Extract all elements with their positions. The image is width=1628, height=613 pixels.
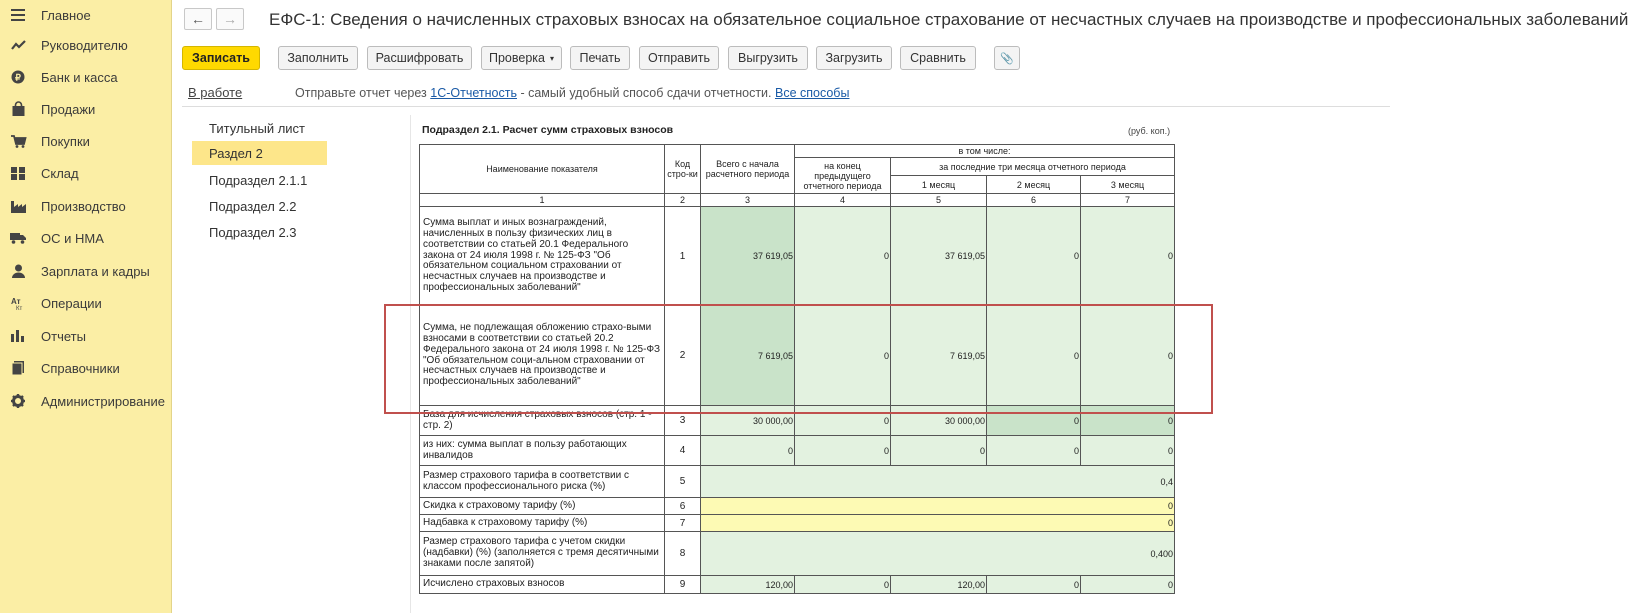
divider <box>182 106 1390 107</box>
header-m2: 2 месяц <box>987 176 1081 194</box>
sidebar-item-label: Продажи <box>41 101 96 117</box>
cell-m1[interactable]: 30 000,00 <box>891 406 987 436</box>
sidebar-item-label: Справочники <box>41 360 120 376</box>
page-title: ЕФС-1: Сведения о начисленных страховых взносах на обязательное социальное страхование от несчастных случаев на производстве и профессиональных заболеваний <box>269 10 1628 29</box>
bar-chart-icon <box>10 328 26 344</box>
truck-icon <box>10 230 26 246</box>
table-row <box>420 576 1175 594</box>
sidebar-item-salary[interactable] <box>0 256 172 286</box>
gear-icon <box>10 393 26 409</box>
sidebar-item-admin[interactable] <box>0 386 172 416</box>
cell-m3[interactable]: 0 <box>1081 306 1175 406</box>
cart-icon <box>10 133 26 149</box>
cell-m2[interactable]: 0 <box>987 576 1081 594</box>
back-button[interactable] <box>184 8 212 30</box>
person-icon <box>10 263 26 279</box>
row-name: Размер страхового тарифа в соответствии с классом профессионального риска (%) <box>420 466 665 498</box>
info-message <box>295 86 849 100</box>
sidebar-item-manager[interactable] <box>0 30 172 60</box>
cell-total[interactable]: 37 619,05 <box>701 207 795 306</box>
cell-total[interactable]: 7 619,05 <box>701 306 795 406</box>
row-code: 2 <box>665 306 701 406</box>
cell-m1[interactable]: 0 <box>891 436 987 466</box>
report-document <box>410 115 1390 613</box>
check-dropdown-button[interactable] <box>481 46 562 70</box>
colnum: 7 <box>1081 194 1175 207</box>
row-name: Сумма, не подлежащая обложению страхо-выми взносами в соответствии со статьей 20.2 Федерального закона от 24 июля 1998 г. № 125-ФЗ "Об обязательном соци-альном страховании от несчастных случаев на производстве и профессиональных заболеваний" <box>420 306 665 406</box>
attach-button[interactable] <box>994 46 1020 70</box>
units-label: (руб. коп.) <box>1128 126 1171 136</box>
cell-m2[interactable]: 0 <box>987 436 1081 466</box>
colnum: 3 <box>701 194 795 207</box>
row-name: База для исчисления страховых взносов (стр. 1 - стр. 2) <box>420 406 665 436</box>
section-title: Подраздел 2.1. Расчет сумм страховых взносов <box>422 124 674 136</box>
cell-discount[interactable]: 0 <box>701 498 1175 515</box>
row-code: 8 <box>665 532 701 576</box>
decode-button[interactable]: Расшифровать <box>367 46 472 70</box>
cell-prev[interactable]: 0 <box>795 306 891 406</box>
status-link[interactable]: В работе <box>188 85 243 100</box>
main-area <box>172 0 1628 613</box>
sidebar-item-assets[interactable] <box>0 223 172 253</box>
compare-button[interactable]: Сравнить <box>900 46 976 70</box>
row-name: Размер страхового тарифа с учетом скидки (надбавки) (%) (заполняется с тремя десятичными знаками после запятой) <box>420 532 665 576</box>
sidebar-item-bank[interactable] <box>0 62 172 92</box>
cell-total[interactable]: 120,00 <box>701 576 795 594</box>
warehouse-icon <box>10 165 26 181</box>
cell-m3[interactable]: 0 <box>1081 406 1175 436</box>
table-row <box>420 466 1175 498</box>
forward-button[interactable] <box>216 8 244 30</box>
coin-icon <box>10 69 26 85</box>
section-item-section-2[interactable]: Раздел 2 <box>192 141 327 165</box>
table-row <box>420 532 1175 576</box>
sidebar-item-directories[interactable] <box>0 353 172 383</box>
row-code: 1 <box>665 207 701 306</box>
cell-surcharge[interactable]: 0 <box>701 515 1175 532</box>
cell-prev[interactable]: 0 <box>795 436 891 466</box>
cell-total[interactable]: 0 <box>701 436 795 466</box>
sidebar-item-label: ОС и НМА <box>41 230 104 246</box>
row-code: 5 <box>665 466 701 498</box>
colnum: 2 <box>665 194 701 207</box>
info-text: - самый удобный способ сдачи отчетности. <box>516 86 775 100</box>
sidebar-item-label: Банк и касса <box>41 69 118 85</box>
section-item-title-page[interactable]: Титульный лист <box>209 120 306 136</box>
sidebar-item-reports[interactable] <box>0 321 172 351</box>
table-row <box>420 207 1175 306</box>
header-name: Наименование показателя <box>420 145 665 194</box>
arrow-right-icon: → <box>223 11 237 27</box>
header-last3: за последние три месяца отчетного периода <box>891 158 1175 176</box>
factory-icon <box>10 198 26 214</box>
row-name: Сумма выплат и иных вознаграждений, начисленных в пользу физических лиц в соответствии со статьей 20.1 Федерального закона от 24 июля 1998 г. № 125-ФЗ "Об обязательном социальном страховании от несчастных случаев на производстве и профессиональных заболеваний" <box>420 207 665 306</box>
row-code: 6 <box>665 498 701 515</box>
cell-m1[interactable]: 37 619,05 <box>891 207 987 306</box>
cell-m1[interactable]: 7 619,05 <box>891 306 987 406</box>
check-label: Проверка <box>488 51 545 65</box>
table-row <box>420 306 1175 406</box>
report-table <box>419 144 1175 594</box>
row-name: Исчислено страховых взносов <box>420 576 665 594</box>
cell-m2[interactable]: 0 <box>987 406 1081 436</box>
header-m3: 3 месяц <box>1081 176 1175 194</box>
sidebar-item-label: Зарплата и кадры <box>41 263 150 279</box>
print-button[interactable]: Печать <box>570 46 630 70</box>
menu-icon <box>10 7 26 23</box>
header-total: Всего с начала расчетного периода <box>701 145 795 194</box>
sidebar-item-label: Покупки <box>41 133 90 149</box>
chevron-down-icon: ▾ <box>549 53 554 63</box>
svg-text:₽: ₽ <box>15 72 21 83</box>
colnum: 1 <box>420 194 665 207</box>
bag-icon <box>10 101 26 117</box>
sidebar-item-label: Руководителю <box>41 37 128 53</box>
header-prev: на конец предыдущего отчетного периода <box>795 158 891 194</box>
cell-prev[interactable]: 0 <box>795 576 891 594</box>
sidebar-item-label: Администрирование <box>41 393 165 409</box>
row-code: 7 <box>665 515 701 532</box>
send-button[interactable]: Отправить <box>639 46 719 70</box>
sidebar-item-label: Склад <box>41 165 79 181</box>
sidebar-item-production[interactable] <box>0 191 172 221</box>
cell-m3[interactable]: 0 <box>1081 207 1175 306</box>
header-including: в том числе: <box>795 145 1175 158</box>
table-row <box>420 515 1175 532</box>
colnum: 5 <box>891 194 987 207</box>
sidebar-item-main[interactable] <box>0 0 172 30</box>
colnum: 6 <box>987 194 1081 207</box>
save-button[interactable]: Записать <box>182 46 260 70</box>
svg-text:Ат: Ат <box>11 297 21 306</box>
cell-m3[interactable]: 0 <box>1081 436 1175 466</box>
sidebar-item-label: Производство <box>41 198 126 214</box>
table-row <box>420 436 1175 466</box>
colnum: 4 <box>795 194 891 207</box>
operations-icon <box>10 295 26 311</box>
book-icon <box>10 360 26 376</box>
sidebar-item-operations[interactable] <box>0 288 172 318</box>
import-button[interactable]: Загрузить <box>816 46 892 70</box>
info-text: Отправьте отчет через <box>295 86 431 100</box>
sidebar-item-warehouse[interactable] <box>0 158 172 188</box>
sections-panel <box>184 115 408 613</box>
cell-m3[interactable]: 0 <box>1081 576 1175 594</box>
row-name: Скидка к страховому тарифу (%) <box>420 498 665 515</box>
row-name: Надбавка к страховому тарифу (%) <box>420 515 665 532</box>
online-reporting-link[interactable]: 1С-Отчетность <box>430 86 517 100</box>
table-row <box>420 498 1175 515</box>
cell-m1[interactable]: 120,00 <box>891 576 987 594</box>
all-ways-link[interactable]: Все способы <box>774 86 850 100</box>
sidebar-item-purchases[interactable] <box>0 126 172 156</box>
table-row <box>420 406 1175 436</box>
svg-text:Кт: Кт <box>16 306 23 312</box>
sidebar-item-sales[interactable] <box>0 94 172 124</box>
sidebar-item-label: Главное <box>41 7 91 23</box>
row-code: 4 <box>665 436 701 466</box>
cell-m2[interactable]: 0 <box>987 207 1081 306</box>
paperclip-icon: 📎 <box>1000 52 1014 65</box>
export-button[interactable]: Выгрузить <box>728 46 808 70</box>
cell-m2[interactable]: 0 <box>987 306 1081 406</box>
sidebar <box>0 0 172 613</box>
trend-icon <box>10 37 26 53</box>
cell-final-tariff[interactable]: 0,400 <box>701 532 1175 576</box>
cell-prev[interactable]: 0 <box>795 207 891 306</box>
row-code: 3 <box>665 406 701 436</box>
cell-prev[interactable]: 0 <box>795 406 891 436</box>
row-name: из них: сумма выплат в пользу работающих инвалидов <box>420 436 665 466</box>
fill-button[interactable]: Заполнить <box>278 46 358 70</box>
cell-total[interactable]: 30 000,00 <box>701 406 795 436</box>
header-code: Код стро-ки <box>665 145 701 194</box>
row-code: 9 <box>665 576 701 594</box>
header-m1: 1 месяц <box>891 176 987 194</box>
section-item-2-3[interactable]: Подраздел 2.3 <box>209 224 297 240</box>
cell-tariff[interactable]: 0,4 <box>701 466 1175 498</box>
arrow-left-icon: ← <box>191 11 205 27</box>
sidebar-item-label: Отчеты <box>41 328 86 344</box>
sidebar-item-label: Операции <box>41 295 102 311</box>
section-item-2-2[interactable]: Подраздел 2.2 <box>209 198 297 214</box>
section-item-2-1-1[interactable]: Подраздел 2.1.1 <box>209 172 308 188</box>
